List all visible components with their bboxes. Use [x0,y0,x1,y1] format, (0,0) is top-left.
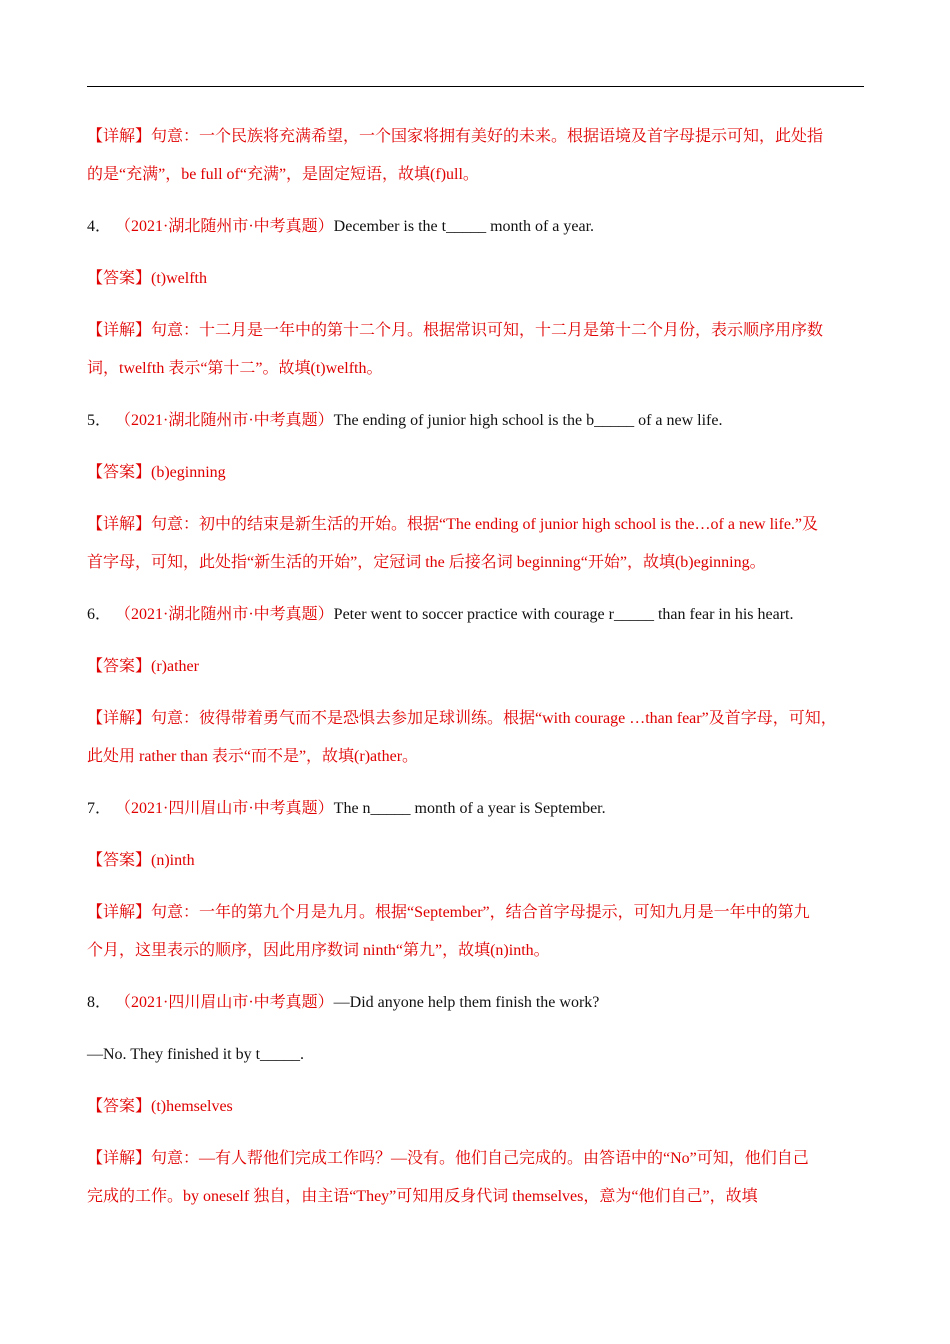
question-source: （2021·湖北随州市·中考真题） [115,218,334,235]
question-8 [87,984,871,1022]
answer-line [87,454,871,492]
question-stem [87,596,871,634]
detail-line: 完成的工作。by oneself 独自，由主语“They”可知用反身代词 themselves，意为“他们自己”，故填 [87,1188,758,1205]
answer-line [87,1088,871,1126]
answer-block [87,1088,871,1126]
question-number: 6． [87,606,112,623]
answer-value: (t)hemselves [151,1098,233,1115]
question-8-reply [87,1036,871,1074]
question-number: 7． [87,800,112,817]
question-source: （2021·四川眉山市·中考真题） [115,800,334,817]
answer-label: 【答案】 [87,464,152,481]
detail-block [87,118,871,194]
answer-line [87,260,871,298]
answer-block [87,842,871,880]
answer-block [87,454,871,492]
detail-label: 【详解】 [87,1150,152,1167]
question-text: December is the t_____ month of a year. [333,218,595,235]
detail-block [87,1140,871,1216]
question-number: 4． [87,218,112,235]
answer-label: 【答案】 [87,658,152,675]
document-body [87,118,871,1230]
detail-line: 【详解】句意：一年的第九个月是九月。根据“September”，结合首字母提示，可知九月是一年中的第九 [87,904,810,921]
detail-label: 【详解】 [87,128,152,145]
question-text: Peter went to soccer practice with courage r_____ than fear in his heart. [333,606,794,623]
question-stem [87,984,871,1022]
question-stem [87,208,871,246]
detail-line: 【详解】句意：彼得带着勇气而不是恐惧去参加足球训练。根据“with courage …than fear”及首字母，可知， [87,710,837,727]
question-number: 5． [87,412,112,429]
detail-label: 【详解】 [87,516,152,533]
question-source: （2021·湖北随州市·中考真题） [115,412,334,429]
question-text: The ending of junior high school is the b_____ of a new life. [333,412,723,429]
detail-line: 个月，这里表示的顺序，因此用序数词 ninth“第九”，故填(n)inth。 [87,942,550,959]
answer-value: (t)welfth [151,270,207,287]
detail-label: 【详解】 [87,322,152,339]
answer-block [87,648,871,686]
question-number: 8． [87,994,112,1011]
question-text: —Did anyone help them finish the work? [333,994,600,1011]
question-text-line2: —No. They finished it by t_____. [87,1046,305,1063]
question-source: （2021·四川眉山市·中考真题） [115,994,334,1011]
question-stem [87,402,871,440]
detail-line: 词，twelfth 表示“第十二”。故填(t)welfth。 [87,360,383,377]
question-text: The n_____ month of a year is September. [333,800,606,817]
detail-label: 【详解】 [87,904,152,921]
detail-line: 【详解】句意：一个民族将充满希望，一个国家将拥有美好的未来。根据语境及首字母提示可知，此处指 [87,128,824,145]
detail-block [87,894,871,970]
detail-line: 首字母，可知，此处指“新生活的开始”，定冠词 the 后接名词 beginning“开始”，故填(b)eginning。 [87,554,766,571]
answer-value: (b)eginning [151,464,226,481]
detail-line: 此处用 rather than 表示“而不是”，故填(r)ather。 [87,748,419,765]
question-5 [87,402,871,440]
question-4 [87,208,871,246]
question-6 [87,596,871,634]
detail-label: 【详解】 [87,710,152,727]
answer-value: (r)ather [151,658,199,675]
detail-line: 【详解】句意：—有人帮他们完成工作吗？—没有。他们自己完成的。由答语中的“No”可知，他们自己 [87,1150,809,1167]
detail-line: 【详解】句意：初中的结束是新生活的开始。根据“The ending of junior high school is the…of a new life.”及 [87,516,819,533]
detail-line: 【详解】句意：十二月是一年中的第十二个月。根据常识可知，十二月是第十二个月份，表示顺序用序数 [87,322,824,339]
detail-block [87,312,871,388]
answer-value: (n)inth [151,852,195,869]
answer-block [87,260,871,298]
question-source: （2021·湖北随州市·中考真题） [115,606,334,623]
answer-line [87,648,871,686]
answer-line [87,842,871,880]
answer-label: 【答案】 [87,1098,152,1115]
question-stem [87,790,871,828]
detail-block [87,700,871,776]
header-rule [87,86,864,87]
answer-label: 【答案】 [87,270,152,287]
answer-label: 【答案】 [87,852,152,869]
question-7 [87,790,871,828]
detail-block [87,506,871,582]
detail-line: 的是“充满”，be full of“充满”，是固定短语，故填(f)ull。 [87,166,479,183]
